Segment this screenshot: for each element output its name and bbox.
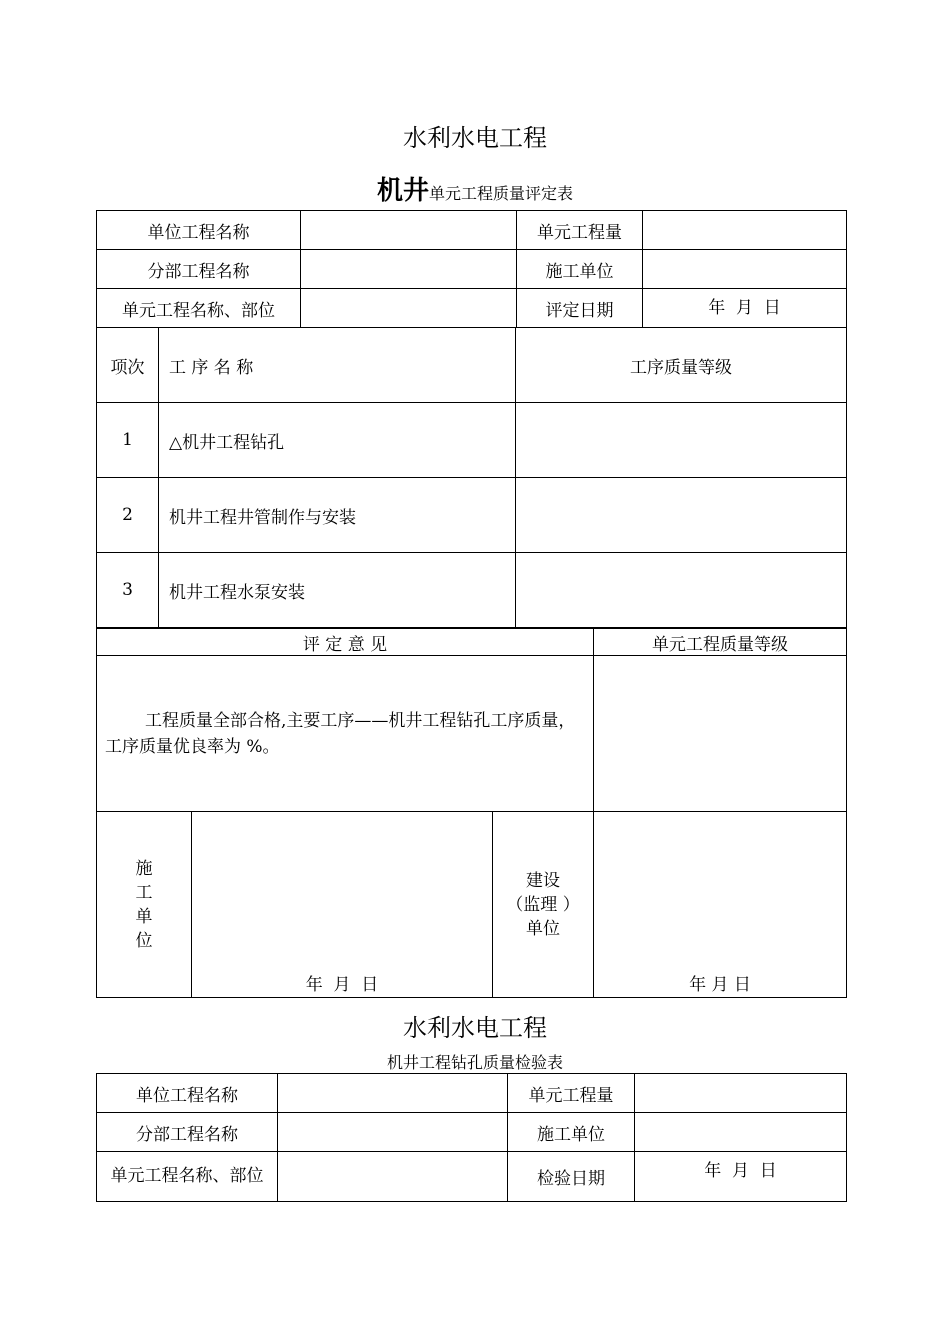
process-no: 1: [97, 403, 159, 478]
process-grade-field[interactable]: [516, 478, 847, 553]
table-row: [97, 403, 847, 478]
process-no-header: 项次: [97, 328, 159, 403]
process-grade-field[interactable]: [516, 553, 847, 628]
opinion-text[interactable]: 工程质量全部合格,主要工序——机井工程钻孔工序质量，工序质量优良率为 %。: [97, 656, 594, 812]
supervisor-line: 建设: [526, 870, 560, 891]
table-row: [97, 478, 847, 553]
inspection-date-field[interactable]: 年 月 日: [635, 1152, 847, 1202]
form1-process-table: [96, 327, 847, 628]
table-row: [97, 553, 847, 628]
sign-char: 工: [135, 882, 153, 903]
form1-subtitle: [0, 170, 950, 207]
unit-quantity-label: 单元工程量: [517, 211, 643, 250]
sub-project-name-field[interactable]: [301, 250, 517, 289]
process-grade-header: 工序质量等级: [516, 328, 847, 403]
construction-unit-field[interactable]: [635, 1113, 847, 1152]
unit-project-name-field[interactable]: [278, 1074, 508, 1113]
process-name-header: 工 序 名 称: [159, 328, 516, 403]
unit-name-position-field[interactable]: [301, 289, 517, 328]
supervisor-sign-label: [493, 812, 594, 998]
process-grade-field[interactable]: [516, 403, 847, 478]
unit-name-position-label: 单元工程名称、部位: [97, 1152, 278, 1202]
form1-title: 水利水电工程: [403, 124, 547, 152]
unit-quantity-field[interactable]: [635, 1074, 847, 1113]
supervisor-sign-date: 年 月 日: [689, 975, 751, 995]
sub-project-name-label: 分部工程名称: [97, 250, 301, 289]
construction-sign-field[interactable]: [192, 812, 493, 998]
unit-grade-header: 单元工程质量等级: [594, 629, 847, 656]
unit-name-position-field[interactable]: [278, 1152, 508, 1202]
form2-info-table: [96, 1073, 847, 1202]
unit-project-name-field[interactable]: [301, 211, 517, 250]
sign-char: 位: [135, 930, 153, 951]
form1-subtitle-small: 单元工程质量评定表: [429, 184, 574, 203]
form1-subtitle-big: 机井: [376, 176, 429, 206]
form1-signature-table: [96, 811, 847, 998]
sign-char: 单: [135, 906, 153, 927]
sub-project-name-field[interactable]: [278, 1113, 508, 1152]
process-name: 机井工程井管制作与安装: [159, 478, 516, 553]
inspection-date-label: 检验日期: [508, 1152, 635, 1202]
unit-grade-field[interactable]: [594, 656, 847, 812]
unit-quantity-field[interactable]: [643, 211, 847, 250]
supervisor-line: （监理 ）: [506, 894, 580, 915]
form2-subtitle: 机井工程钻孔质量检验表: [386, 1053, 563, 1072]
construction-unit-sign-label: [97, 812, 192, 998]
process-name: △机井工程钻孔: [159, 403, 516, 478]
process-name: 机井工程水泵安装: [159, 553, 516, 628]
construction-unit-label: 施工单位: [508, 1113, 635, 1152]
construction-unit-field[interactable]: [643, 250, 847, 289]
form2-title: 水利水电工程: [403, 1014, 547, 1042]
sub-project-name-label: 分部工程名称: [97, 1113, 278, 1152]
unit-name-position-label: 单元工程名称、部位: [97, 289, 301, 328]
eval-date-label: 评定日期: [517, 289, 643, 328]
supervisor-sign-field[interactable]: [594, 812, 847, 998]
construction-unit-label: 施工单位: [517, 250, 643, 289]
unit-project-name-label: 单位工程名称: [97, 211, 301, 250]
process-no: 2: [97, 478, 159, 553]
form1-info-table: [96, 210, 847, 328]
supervisor-line: 单位: [526, 918, 560, 939]
sign-char: 施: [135, 858, 153, 879]
process-no: 3: [97, 553, 159, 628]
form1-opinion-table: [96, 628, 847, 812]
unit-project-name-label: 单位工程名称: [97, 1074, 278, 1113]
unit-quantity-label: 单元工程量: [508, 1074, 635, 1113]
opinion-header: 评 定 意 见: [97, 629, 594, 656]
eval-date-field[interactable]: 年 月 日: [643, 289, 847, 328]
construction-sign-date: 年 月 日: [305, 975, 379, 995]
